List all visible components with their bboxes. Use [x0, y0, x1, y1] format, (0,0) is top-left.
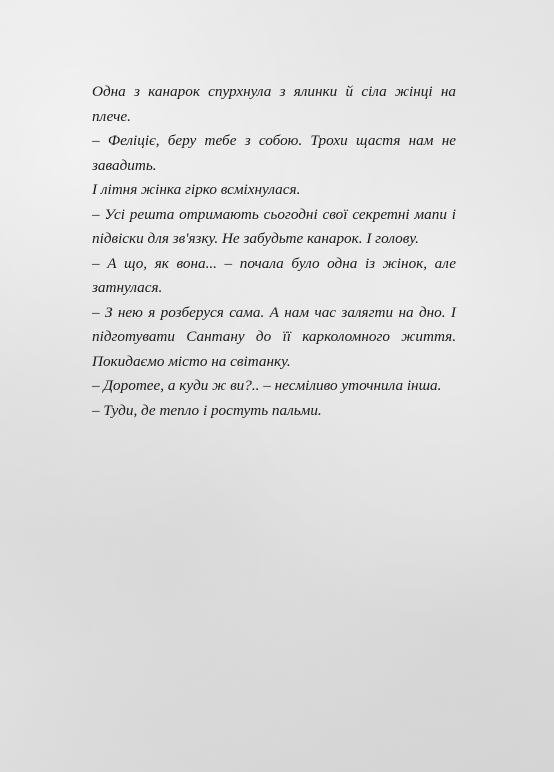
paragraph-4: – Усі решта отримають сьогодні свої секретні мапи і підвіски для зв'язку. Не забудьте канарок. І голову.: [92, 205, 456, 247]
paragraph-7: – Доротее, а куди ж ви?.. – несміливо уточнила інша.: [92, 377, 442, 394]
page-text: [92, 80, 456, 423]
paragraph-6: – З нею я розберуся сама. А нам час залягти на дно. І підготувати Сантану до її карколомного життя. Покидаємо місто на світанку.: [92, 303, 456, 370]
paragraph-3: І літня жінка гірко всміхнулася.: [92, 181, 301, 198]
paragraph-1: Одна з канарок спурхнула з ялинки й сіла жінці на плече.: [92, 83, 456, 125]
paragraph-2: – Феліціє, беру тебе з собою. Трохи щастя нам не завадить.: [92, 132, 456, 174]
paragraph-5: – А що, як вона... – почала було одна із жінок, але затнулася.: [92, 254, 456, 296]
paragraph-8: – Туди, де тепло і ростуть пальми.: [92, 401, 322, 419]
